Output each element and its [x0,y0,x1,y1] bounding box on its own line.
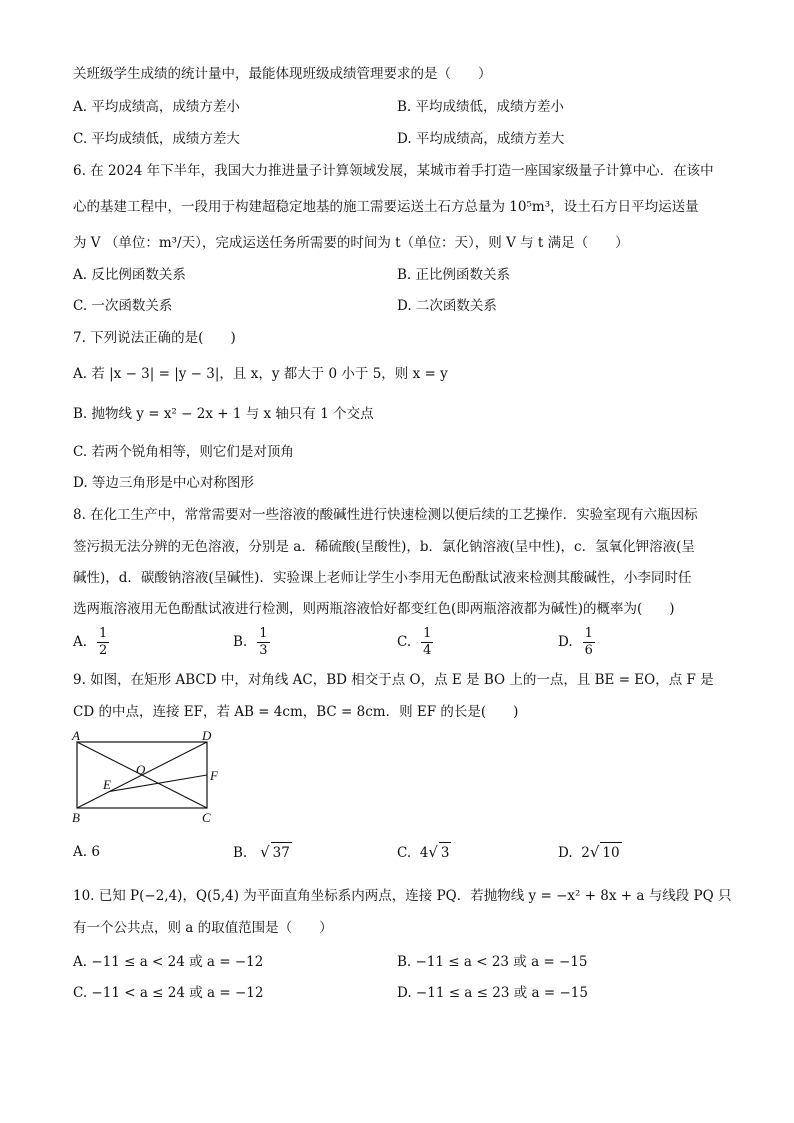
label-o: O [136,762,146,777]
denominator: 3 [259,643,268,658]
q7-option-b: B. 抛物线 y = x² − 2x + 1 与 x 轴只有 1 个交点 [73,406,374,422]
q10-line-2: 有一个公共点，则 a 的取值范围是（ ） [73,920,333,936]
q6-option-d: D. 二次函数关系 [397,298,497,314]
q9-option-d-coefficient: 2 [581,845,590,861]
q9-option-b [233,842,292,863]
sqrt-sign: √ [589,843,600,861]
q6-line-2 [73,197,699,217]
q9-option-c [397,842,451,863]
q6-line-3: 为 V （单位：m³/天），完成运送任务所需要的时间为 t（单位：天），则 V 与 t 满足（ ） [73,235,629,251]
numerator: 1 [99,626,108,641]
denominator: 2 [99,643,108,658]
q8-option-a [73,626,109,659]
q7-stem: 7. 下列说法正确的是( ) [73,330,236,346]
numerator: 1 [259,626,268,641]
q9-line-1: 9. 如图，在矩形 ABCD 中，对角线 AC，BD 相交于点 O，点 E 是 BO 上的一点，且 BE = EO，点 F 是 [73,672,714,688]
numerator: 1 [423,626,432,641]
q9-option-b-radicand: 37 [271,842,292,863]
label-a: A [72,728,80,743]
q8-option-d-fraction [583,626,595,659]
q9-option-b-label: B. [233,845,248,861]
q10-option-c: C. −11 < a ≤ 24 或 a = −12 [73,985,264,1001]
q8-option-a-label: A. [73,634,88,650]
q8-option-c-label: C. [397,634,412,650]
q9-option-d [558,842,622,863]
q5-stem: 关班级学生成绩的统计量中，最能体现班级成绩管理要求的是（ ） [73,66,492,82]
q6-option-c: C. 一次函数关系 [73,298,173,314]
q8-option-b-fraction [257,626,269,659]
q8-line-1: 8. 在化工生产中，常常需要对一些溶液的酸碱性进行快速检测以便后续的工艺操作．实验室现有六瓶因标 [73,507,698,523]
q9-line-2: CD 的中点，连接 EF，若 AB = 4cm，BC = 8cm．则 EF 的长是( ) [73,704,519,720]
sqrt-sign: √ [260,843,270,861]
denominator: 6 [584,643,593,658]
label-c: C [202,810,211,825]
label-b: B [72,810,80,825]
sqrt-sign: √ [428,843,438,861]
q6-line-1: 6. 在 2024 年下半年，我国大力推进量子计算领域发展，某城市着手打造一座国家级量子计算中心．在该中 [73,163,714,179]
q10-option-d: D. −11 ≤ a ≤ 23 或 a = −15 [397,985,588,1001]
q8-option-c [397,626,433,659]
q8-option-d [558,626,595,659]
q9-option-d-label: D. [558,845,573,861]
q5-option-c: C. 平均成绩低，成绩方差大 [73,131,240,147]
rectangle-figure [68,726,228,828]
q9-option-c-coefficient: 4 [419,845,429,861]
label-f: F [210,768,218,783]
q9-option-c-label: C. [397,845,412,861]
q6-option-a: A. 反比例函数关系 [73,267,186,283]
numerator: 1 [584,626,593,641]
q7-option-c: C. 若两个锐角相等，则它们是对顶角 [73,444,294,460]
label-e: E [103,777,111,792]
q8-option-b-label: B. [233,634,248,650]
q8-option-b [233,626,270,659]
q6-volume: 10⁵m³ [509,199,551,215]
segment-ef [110,775,208,792]
q6-line-2-pre: 心的基建工程中，一段用于构建超稳定地基的施工需要运送土石方总量为 [73,199,510,215]
q6-option-b: B. 正比例函数关系 [397,267,511,283]
q7-option-a: A. 若 |x − 3| = |y − 3|，且 x，y 都大于 0 小于 5，则 x = y [73,366,448,382]
label-d: D [202,728,212,743]
q8-option-c-fraction [421,626,433,659]
q8-line-3: 碱性)，d．碳酸钠溶液(呈碱性)．实验课上老师让学生小李用无色酚酞试液来检测其酸碱性，小李同时任 [73,570,692,586]
q10-option-b: B. −11 ≤ a < 23 或 a = −15 [397,954,588,970]
q5-option-a: A. 平均成绩高，成绩方差小 [73,99,240,115]
denominator: 4 [423,643,432,658]
q8-line-2: 签污损无法分辨的无色溶液，分别是 a．稀硫酸(呈酸性)，b．氯化钠溶液(呈中性)，c．氢氧化钾溶液(呈 [73,539,695,555]
q9-option-c-radicand: 3 [439,842,452,863]
q8-line-4: 选两瓶溶液用无色酚酞试液进行检测，则两瓶溶液恰好都变红色(即两瓶溶液都为碱性)的概率为( ) [73,601,675,617]
q7-option-d: D. 等边三角形是中心对称图形 [73,475,254,491]
q10-line-1: 10. 已知 P(−2,4)，Q(5,4) 为平面直角坐标系内两点，连接 PQ．若抛物线 y = −x² + 8x + a 与线段 PQ 只 [73,888,732,904]
q8-option-d-label: D. [558,634,573,650]
q6-line-2-post: ，设土石方日平均运送量 [550,199,699,215]
q8-option-a-fraction [97,626,109,659]
q10-option-a: A. −11 ≤ a < 24 或 a = −12 [73,954,264,970]
q9-option-a: A. 6 [73,844,100,860]
q5-option-d: D. 平均成绩高，成绩方差大 [397,131,565,147]
q5-option-b: B. 平均成绩低，成绩方差小 [397,99,565,115]
q9-option-d-radicand: 10 [600,842,621,863]
